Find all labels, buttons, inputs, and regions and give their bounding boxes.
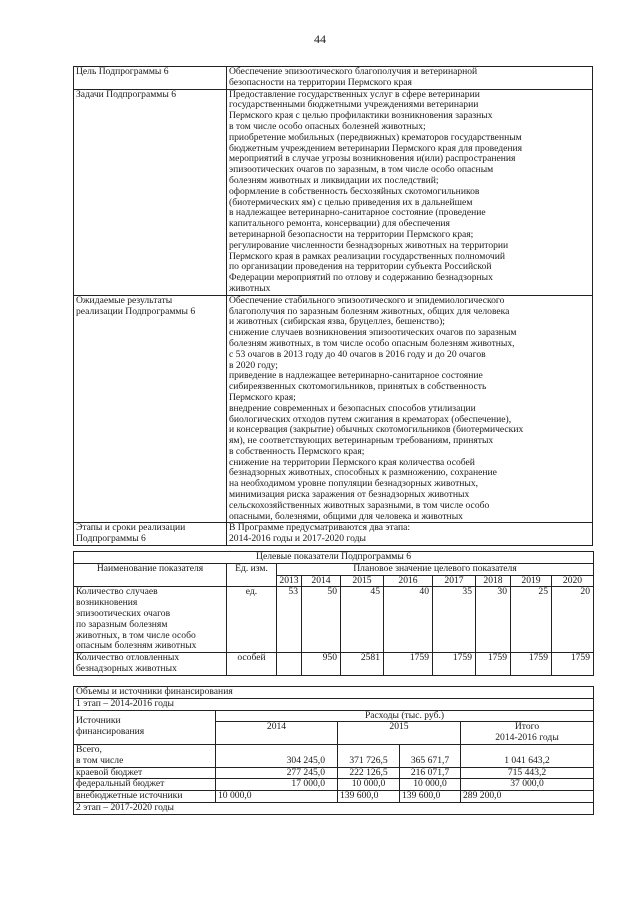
indicators-table (73, 551, 594, 676)
table-row (74, 767, 594, 779)
table-row (74, 744, 594, 767)
indicator-value: 35 (433, 587, 476, 653)
year-header: 2018 (476, 575, 511, 587)
year-header: 2017 (433, 575, 476, 587)
indicator-name: Количество случаев возникновения эпизоотических очагов по заразным болезням животных, в том числе особо опасным болезням животных (74, 587, 227, 653)
finance-value: 1 041 643,2 (461, 744, 594, 767)
indicator-value: 1759 (384, 653, 433, 676)
passport-row-results (74, 295, 593, 523)
finance-value: 17 000,0 (216, 779, 338, 791)
finance-source-name: внебюджетные источники (74, 791, 216, 803)
finance-source-name: Всего, в том числе (74, 744, 216, 767)
indicator-value: 1759 (476, 653, 511, 676)
indicator-unit: ед. (227, 587, 277, 653)
indicator-value (277, 653, 302, 676)
indicator-value: 1759 (511, 653, 552, 676)
finance-value: 304 245,0 (216, 744, 338, 767)
finance-value: 289 200,0 (461, 791, 594, 803)
finance-value: 277 245,0 (216, 767, 338, 779)
passport-label: Ожидаемые результаты реализации Подпрограммы 6 (74, 295, 227, 523)
finance-value: 139 600,0 (338, 791, 400, 803)
year-header: 2015 (341, 575, 384, 587)
indicators-col-unit: Ед. изм. (227, 563, 277, 587)
year-header: 2019 (511, 575, 552, 587)
indicator-value: 30 (476, 587, 511, 653)
year-header: 2020 (552, 575, 594, 587)
finance-year-header: 2015 (338, 722, 461, 745)
passport-row-stages (74, 523, 593, 546)
table-row (74, 779, 594, 791)
finance-value: 222 126,5 (338, 767, 400, 779)
indicator-value: 40 (384, 587, 433, 653)
year-header: 2016 (384, 575, 433, 587)
passport-label: Этапы и сроки реализации Подпрограммы 6 (74, 523, 227, 546)
page-number: 44 (314, 32, 326, 46)
indicator-name: Количество отловленных безнадзорных животных (74, 653, 227, 676)
passport-text: Предоставление государственных услуг в сфере ветеринарии государственными бюджетными учреждениями ветеринарии Пермского края с целью профилактики возникновения заразных в том числе особо опасных болезней животных; приобретение мобильных (передвижных) крематоров государственным бюджетным учреждением ветеринарии Пермского края для проведения мероприятий в случае угрозы возникновения и(или) распространения эпизоотических очагов по заразным, в том числе особо опасным болезням животных и ликвидации их последствий; оформление в собственность бесхозяйных скотомогильников (биотермических ям) с целью приведения их в дальнейшем в надлежащее ветеринарно-санитарное состояние (проведение капитального ремонта, консервации) для обеспечения ветеринарной безопасности на территории Пермского края; регулирование численности безнадзорных животных на территории Пермского края в рамках реализации государственных полномочий по организации проведения на территории субъекта Российской Федерации мероприятий по отлову и содержанию безнадзорных животных (227, 89, 593, 295)
indicator-value: 950 (302, 653, 341, 676)
indicator-value: 20 (552, 587, 594, 653)
finance-value: 10 000,0 (216, 791, 338, 803)
finance-year-header: 2014 (216, 722, 338, 745)
finance-source-name: федеральный бюджет (74, 779, 216, 791)
passport-text: Обеспечение стабильного эпизоотического и эпидемиологического благополучия по заразным болезням животных, общих для человека и животных (сибирская язва, бруцеллез, бешенство); снижение случаев возникновения эпизоотических очагов по заразным болезням животных, в том числе особо опасным болезням животных, с 53 очагов в 2013 году до 40 очагов в 2016 году и до 20 очагов в 2020 году; приведение в надлежащее ветеринарно-санитарное состояние сибиреязвенных скотомогильников, принятых в собственность Пермского края; внедрение современных и безопасных способов утилизации биологических отходов путем сжигания в крематорах (обеспечение), и консервация (закрытие) обычных скотомогильников (биотермических ям), не соответствующих ветеринарным требованиям, принятых в собственность Пермского края; снижение на территории Пермского края количества особей безнадзорных животных, способных к размножению, сохранение на необходимом уровне популяции безнадзорных животных, минимизация риска заражения от безнадзорных животных сельскохозяйственных животных заразными, в том числе особо опасными, болезнями, общими для человека и животных (227, 295, 593, 523)
finance-col-total: Итого 2014-2016 годы (461, 722, 594, 745)
passport-row-tasks (74, 89, 593, 295)
finance-source-name: краевой бюджет (74, 767, 216, 779)
finance-value: 10 000,0 (338, 779, 400, 791)
indicator-value: 25 (511, 587, 552, 653)
passport-row-goal (74, 67, 593, 90)
table-row (74, 653, 594, 676)
finance-value: 37 000,0 (461, 779, 594, 791)
year-header: 2014 (302, 575, 341, 587)
table-row (74, 791, 594, 803)
year-header: 2013 (277, 575, 302, 587)
finance-col-expenses: Расходы (тыс. руб.) (216, 710, 594, 722)
indicator-value: 53 (277, 587, 302, 653)
passport-text: Обеспечение эпизоотического благополучия и ветеринарной безопасности на территории Пермского края (227, 67, 593, 90)
finance-value: 10 000,0 (400, 779, 461, 791)
indicator-value: 2581 (341, 653, 384, 676)
finance-value: 715 443,2 (461, 767, 594, 779)
finance-table (73, 686, 594, 815)
finance-stage2: 2 этап – 2017-2020 годы (74, 802, 594, 814)
passport-text: В Программе предусматриваются два этапа: 2014-2016 годы и 2017-2020 годы (227, 523, 593, 546)
finance-col-source: Источники финансирования (74, 710, 216, 744)
indicator-unit: особей (227, 653, 277, 676)
finance-value: 365 671,7 (400, 744, 461, 767)
indicator-value: 1759 (552, 653, 594, 676)
finance-value: 139 600,0 (400, 791, 461, 803)
finance-stage1: 1 этап – 2014-2016 годы (74, 698, 594, 710)
indicators-col-plan: Плановое значение целевого показателя (277, 563, 594, 575)
indicators-title: Целевые показатели Подпрограммы 6 (74, 552, 594, 564)
passport-label: Цель Подпрограммы 6 (74, 67, 227, 90)
indicator-value: 45 (341, 587, 384, 653)
finance-value: 371 726,5 (338, 744, 400, 767)
indicator-value: 1759 (433, 653, 476, 676)
table-row (74, 587, 594, 653)
passport-label: Задачи Подпрограммы 6 (74, 89, 227, 295)
indicators-col-name: Наименование показателя (74, 563, 227, 587)
finance-value: 216 071,7 (400, 767, 461, 779)
finance-title: Объемы и источники финансирования (74, 687, 594, 699)
indicator-value: 50 (302, 587, 341, 653)
passport-table (73, 66, 593, 546)
